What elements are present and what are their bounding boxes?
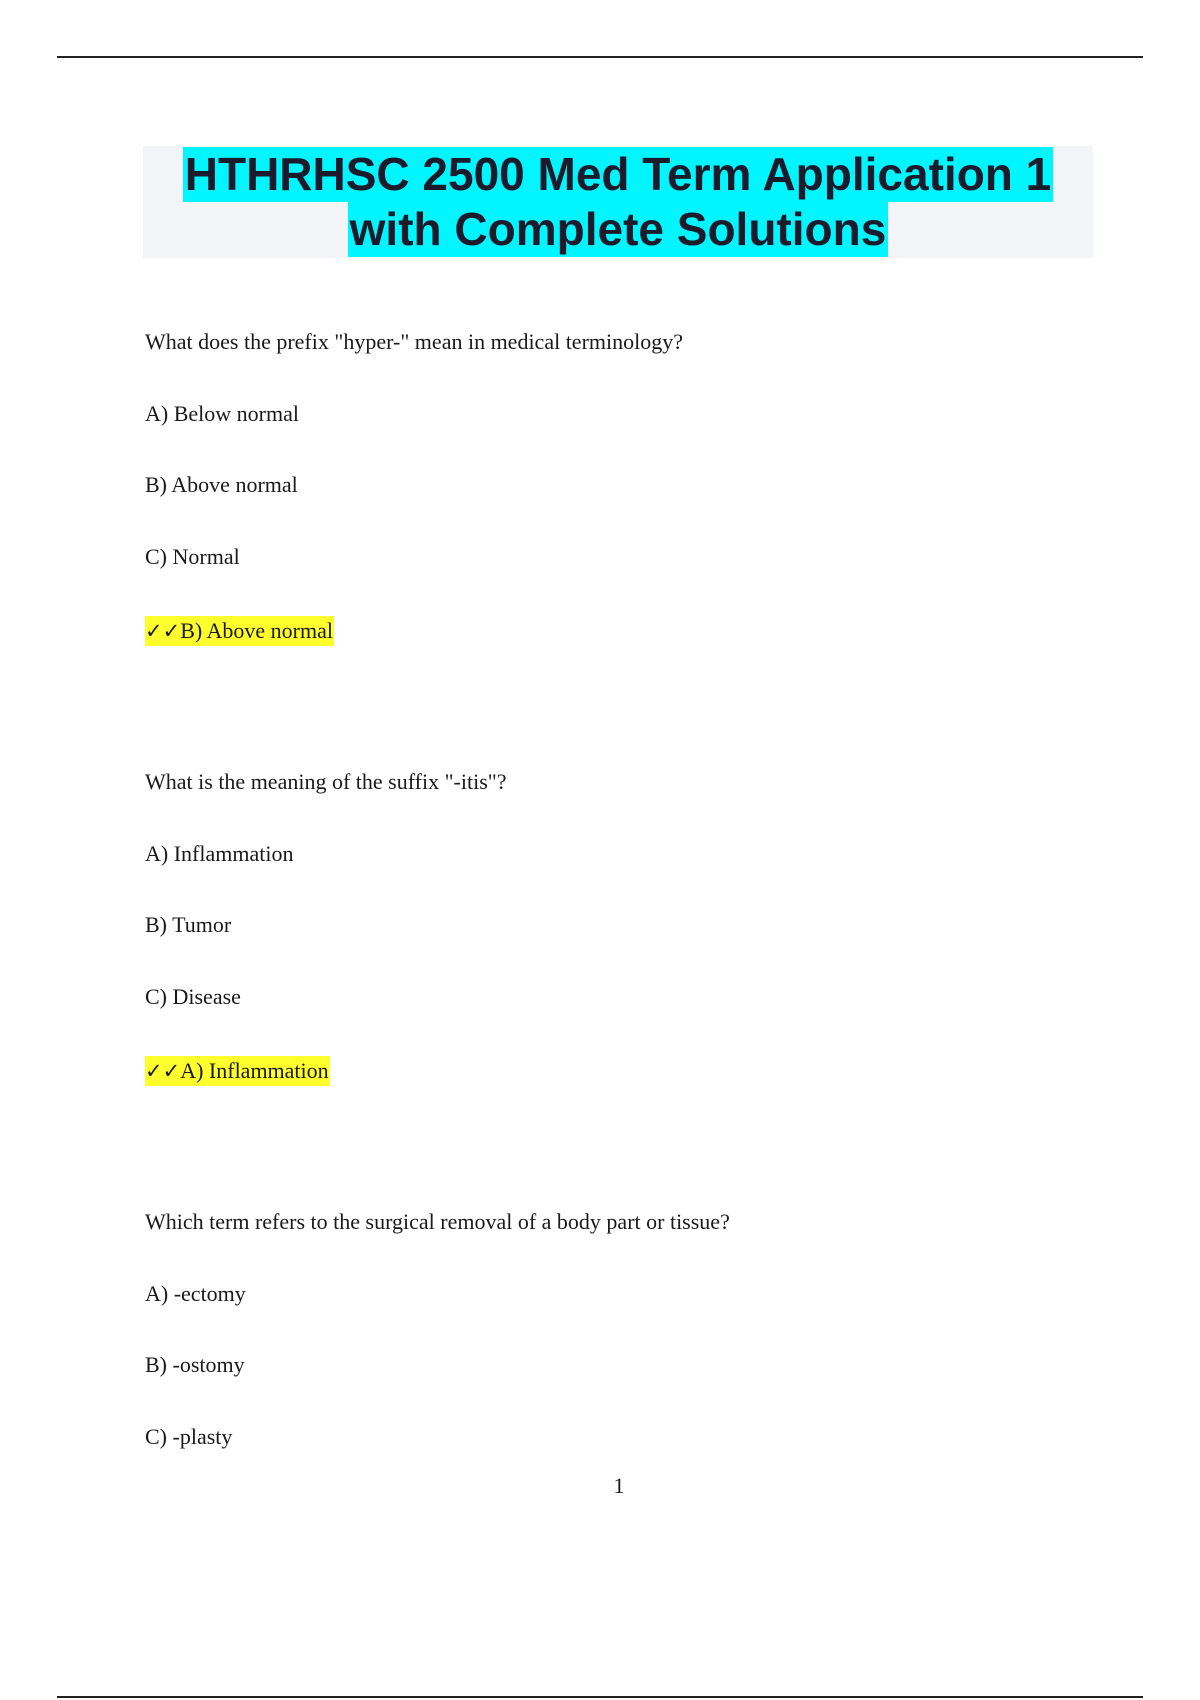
question-2-answer-text: A) Inflammation xyxy=(180,1058,329,1083)
question-1-option-a: A) Below normal xyxy=(145,401,299,426)
question-1-option-c: C) Normal xyxy=(145,544,240,569)
answer-highlight xyxy=(145,616,334,646)
question-3-text: Which term refers to the surgical removal of a body part or tissue? xyxy=(145,1209,730,1234)
question-3-option-c: C) -plasty xyxy=(145,1424,233,1449)
question-2-option-c: C) Disease xyxy=(145,984,241,1009)
top-rule xyxy=(57,56,1143,58)
double-checkmark-icon: ✓✓ xyxy=(145,619,181,643)
question-2-option-b: B) Tumor xyxy=(145,912,232,937)
page-number: 1 xyxy=(613,1473,625,1498)
question-3-option-b: B) -ostomy xyxy=(145,1352,245,1377)
question-1-answer xyxy=(145,617,334,645)
question-1-option-b: B) Above normal xyxy=(145,472,298,497)
question-2-answer xyxy=(145,1057,330,1085)
question-2-option-a: A) Inflammation xyxy=(145,841,294,866)
double-checkmark-icon: ✓✓ xyxy=(145,1059,181,1083)
question-1-answer-text: B) Above normal xyxy=(180,618,333,643)
question-3-option-a: A) -ectomy xyxy=(145,1281,246,1306)
bottom-rule xyxy=(57,1696,1143,1698)
title-line-1: HTHRHSC 2500 Med Term Application 1 xyxy=(184,148,1052,200)
question-1-text: What does the prefix "hyper-" mean in medical terminology? xyxy=(145,329,684,354)
document-title xyxy=(143,146,1093,258)
answer-highlight xyxy=(145,1056,330,1086)
question-2-text: What is the meaning of the suffix "-itis"? xyxy=(145,769,507,794)
title-line-2: with Complete Solutions xyxy=(349,203,887,255)
